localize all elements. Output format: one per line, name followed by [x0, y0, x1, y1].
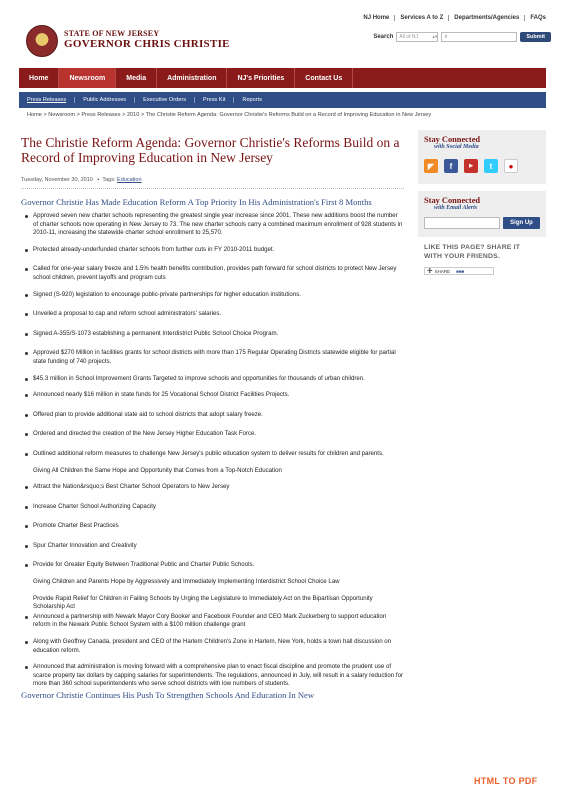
- email-signup-row: [424, 217, 540, 229]
- article: [21, 135, 404, 700]
- state-seal-icon: [26, 25, 58, 57]
- sidebar: [418, 130, 546, 275]
- search-icon: ⌕: [444, 33, 448, 40]
- list-item: Announced a partnership with Newark Mayor Cory Booker and Facebook Founder and CEO Mark Zuckerberg to support education reform in the Newark Public School System with a $100 million challenge grant: [21, 613, 404, 630]
- list-item: $45.3 million in School Improvement Grants Targeted to improve schools and opportunities for thousands of urban children.: [21, 375, 404, 384]
- social-panel-subtitle: with Social Media: [434, 144, 479, 150]
- nav-newsroom[interactable]: Newsroom: [59, 68, 116, 88]
- nav-home[interactable]: Home: [19, 68, 59, 88]
- article-date: Tuesday, November 30, 2010: [21, 177, 93, 183]
- bullet-list-inner: [21, 483, 404, 570]
- list-item: Outlined additional reform measures to challenge New Jersey's public education system to deliver results for children and parents.: [21, 450, 404, 459]
- subnav-press-kit[interactable]: Press Kit: [195, 97, 234, 103]
- list-item: Signed A-355/S-1073 establishing a permanent Interdistrict Public School Choice Program.: [21, 330, 404, 339]
- list-item: Called for one-year salary freeze and 1.5% health benefits contribution, provides path forward for school districts to protect New Jersey school children, prevent layoffs and program cuts: [21, 265, 404, 282]
- article-meta: Tuesday, November 30, 2010 ▪ Tags: Education: [21, 177, 404, 189]
- util-link-departments[interactable]: Departments/Agencies: [448, 15, 524, 21]
- breadcrumb[interactable]: Home > Newsroom > Press Releases > 2010 > The Christie Reform Agenda: Governor Christie's Reforms Build on a Record of Improving Education in New Jersey: [27, 112, 432, 118]
- sub-nav: [19, 92, 546, 108]
- list-item: Attract the Nation&rsquo;s Best Charter School Operators to New Jersey: [21, 483, 404, 492]
- list-item: Ordered and directed the creation of the New Jersey Higher Education Task Force.: [21, 430, 404, 439]
- util-link-nj-home[interactable]: NJ Home: [363, 15, 390, 21]
- main-nav: [19, 68, 546, 88]
- twitter-icon[interactable]: t: [484, 159, 498, 173]
- section-heading-2: Governor Christie Continues His Push To Strengthen Schools And Education In New: [21, 690, 315, 700]
- share-services-icon: ■■■: [456, 268, 465, 274]
- tag-link-education[interactable]: Education: [117, 177, 142, 183]
- search-scope-value: All of NJ: [399, 34, 418, 40]
- email-panel-title: Stay Connected: [424, 196, 481, 205]
- util-link-faqs[interactable]: FAQs: [524, 15, 551, 21]
- nav-priorities[interactable]: NJ's Priorities: [227, 68, 295, 88]
- search-input[interactable]: [441, 32, 517, 42]
- list-item: Announced nearly $16 million in state funds for 25 Vocational School District Facilities Projects.: [21, 391, 404, 400]
- social-icons: [424, 159, 540, 173]
- search-submit-button[interactable]: Submit: [520, 32, 551, 42]
- list-item: Promote Charter Best Practices: [21, 522, 404, 531]
- social-panel-title: Stay Connected: [424, 135, 481, 144]
- list-item: Offered plan to provide additional state aid to school districts that adopt salary freeze.: [21, 411, 404, 420]
- share-label: SHARE: [434, 268, 451, 274]
- site-header: [0, 22, 565, 68]
- list-item: Unveiled a proposal to cap and reform school administrators' salaries.: [21, 310, 404, 319]
- bullet-list-1: [21, 212, 404, 459]
- share-prompt: LIKE THIS PAGE? SHARE IT WITH YOUR FRIENDS.: [424, 244, 521, 260]
- share-button[interactable]: [424, 267, 494, 275]
- nav-administration[interactable]: Administration: [157, 68, 227, 88]
- list-item: Signed (S-920) legislation to encourage public-private partnerships for higher education institutions.: [21, 291, 404, 300]
- email-field[interactable]: [424, 217, 500, 229]
- facebook-icon[interactable]: f: [444, 159, 458, 173]
- search-label: Search: [373, 34, 394, 40]
- bullet-list-2: [21, 613, 404, 689]
- util-link-services[interactable]: Services A to Z: [394, 15, 448, 21]
- subnav-public-addresses[interactable]: Public Addresses: [75, 97, 135, 103]
- utility-nav: [358, 15, 551, 21]
- rss-icon[interactable]: ◤: [424, 159, 438, 173]
- page-title: The Christie Reform Agenda: Governor Christie's Reforms Build on a Record of Improving Education in New Jersey: [21, 135, 400, 165]
- governor-line: GOVERNOR CHRIS CHRISTIE: [64, 38, 230, 50]
- list-item: Announced that administration is moving forward with a comprehensive plan to enact fiscal discipline and promote the prudent use of scarce property tax dollars by capping salaries for superintendents. The regulations, announced in July, will result in a salary reduction for more than 360 school superintendents who serve school districts with low numbers of students.: [21, 663, 404, 689]
- search-area: [373, 32, 551, 42]
- chevron-updown-icon: ▴▾: [432, 34, 438, 40]
- signup-button[interactable]: Sign Up: [503, 217, 540, 229]
- flickr-icon[interactable]: ●: [504, 159, 518, 173]
- subnav-press-releases[interactable]: Press Releases: [19, 97, 75, 103]
- share-plus-icon: ➕: [427, 268, 433, 273]
- youtube-icon[interactable]: ▶: [464, 159, 478, 173]
- list-item: Provide for Greater Equity Between Traditional Public and Charter Public Schools.: [21, 561, 404, 570]
- share-box: [418, 244, 546, 275]
- paragraph-choice: Giving Children and Parents Hope by Aggressively and Immediately Implementing Interdistrict School Choice Law: [33, 578, 340, 586]
- list-item: Along with Geoffrey Canada, president and CEO of the Harlem Children's Zone in Harlem, New York, holds a town hall discussion on education reform.: [21, 638, 404, 655]
- list-item: Spur Charter Innovation and Creativity: [21, 542, 404, 551]
- search-scope-select[interactable]: [396, 32, 438, 42]
- nav-contact[interactable]: Contact Us: [295, 68, 353, 88]
- nav-media[interactable]: Media: [116, 68, 157, 88]
- list-item: Approved $270 Million in facilities grants for school districts with more than 175 Regular Operating Districts statewide eligible for partial state funding of 740 projects.: [21, 349, 404, 366]
- state-line: STATE OF NEW JERSEY: [64, 29, 160, 38]
- social-panel: [418, 130, 546, 184]
- list-item: Protected already-underfunded charter schools from further cuts in FY 2010-2011 budget.: [21, 246, 404, 255]
- email-panel: [418, 191, 546, 237]
- html-to-pdf-badge[interactable]: HTML TO PDF: [474, 776, 538, 786]
- section-heading-1: Governor Christie Has Made Education Reform A Top Priority In His Administration's First 8 Months: [21, 197, 372, 207]
- site-title[interactable]: [64, 29, 230, 50]
- subnav-reports[interactable]: Reports: [242, 97, 262, 103]
- paragraph-relief: Provide Rapid Relief for Children in Failing Schools by Urging the Legislature to Immediately Act on the Bipartisan Opportunity Scholarship Act: [33, 594, 373, 611]
- tags-label: Tags:: [102, 177, 116, 183]
- paragraph-giving: Giving All Children the Same Hope and Opportunity that Comes from a Top-Notch Education: [33, 466, 282, 474]
- list-item: Approved seven new charter schools representing the greatest single year increase since 2001. These new additions boost the number of charter schools now operating in New Jersey to 73. The new charter schools carry a combined maximum enrollment of 928 students in 2010-11, increasing the statewide charter school enrollment to 25,570.: [21, 212, 404, 238]
- subnav-executive-orders[interactable]: Executive Orders: [135, 97, 195, 103]
- list-item: Increase Charter School Authorizing Capacity: [21, 503, 404, 512]
- email-panel-subtitle: with Email Alerts: [434, 205, 478, 211]
